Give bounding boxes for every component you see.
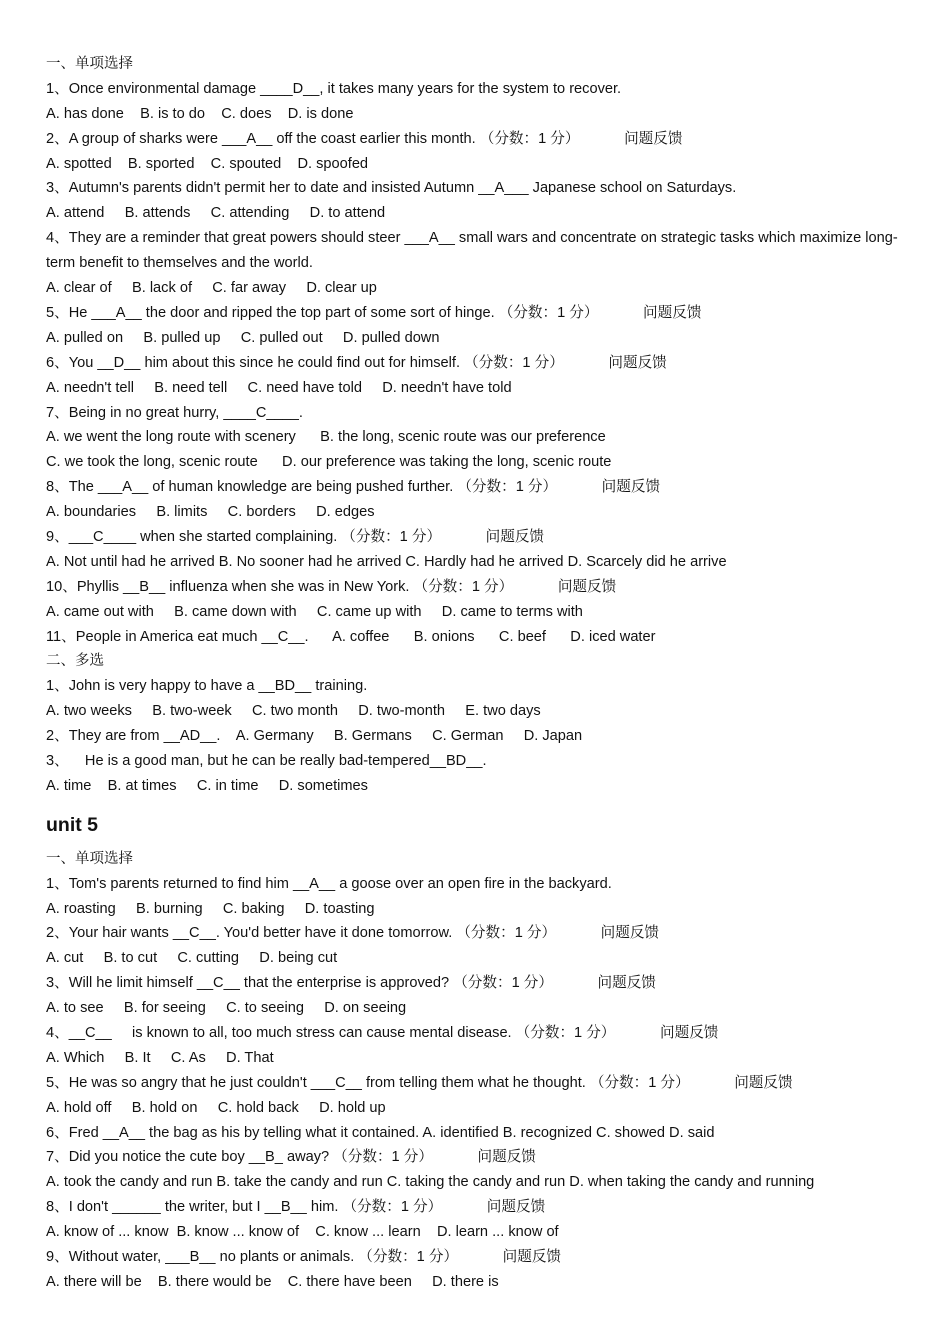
answer-options: A. needn't tell B. need tell C. need have told D. needn't have told — [46, 379, 512, 396]
answer-options: A. boundaries B. limits C. borders D. edges — [46, 504, 375, 521]
question-line: 3、Will he limit himself __C__ that the enterprise is approved? （分数：1 分） 问题反馈 — [46, 975, 656, 992]
question-line: 6、You __D__ him about this since he could find out for himself. （分数：1 分） 问题反馈 — [46, 354, 667, 371]
answer-options: A. two weeks B. two-week C. two month D. two-month E. two days — [46, 703, 541, 720]
section-heading: 一、单项选择 — [46, 56, 133, 72]
question-line: 7、Being in no great hurry, ____C____. — [46, 404, 303, 421]
question-line: 11、People in America eat much __C__. A. coffee B. onions C. beef D. iced water — [46, 628, 656, 645]
answer-options: A. roasting B. burning C. baking D. toasting — [46, 900, 375, 917]
question-line: 3、 He is a good man, but he can be really bad-tempered__BD__. — [46, 752, 487, 769]
question-line: 5、He was so angry that he just couldn't ___C__ from telling them what he thought. （分数：1 分） 问题反馈 — [46, 1074, 793, 1091]
answer-options: A. cut B. to cut C. cutting D. being cut — [46, 950, 338, 967]
part-two — [46, 847, 926, 1295]
answer-options: A. there will be B. there would be C. there have been D. there is — [46, 1273, 499, 1290]
answer-options: A. clear of B. lack of C. far away D. clear up — [46, 280, 377, 297]
question-line: 9、___C____ when she started complaining. （分数：1 分） 问题反馈 — [46, 528, 545, 545]
answer-options: A. to see B. for seeing C. to seeing D. on seeing — [46, 1000, 407, 1017]
answer-options: A. took the candy and run B. take the candy and run C. taking the candy and run D. when taking the candy and running — [46, 1174, 815, 1191]
question-line: 2、A group of sharks were ___A__ off the coast earlier this month. （分数：1 分） 问题反馈 — [46, 130, 683, 147]
answer-options: A. has done B. is to do C. does D. is done — [46, 105, 354, 122]
answer-options: A. know of ... know B. know ... know of C. know ... learn D. learn ... know of — [46, 1224, 559, 1241]
answer-options: A. came out with B. came down with C. came up with D. came to terms with — [46, 603, 583, 620]
question-line: 8、I don't ______ the writer, but I __B__ him. （分数：1 分） 问题反馈 — [46, 1199, 546, 1216]
unit-title: unit 5 — [46, 813, 98, 836]
question-line: 9、Without water, ___B__ no plants or animals. （分数：1 分） 问题反馈 — [46, 1249, 562, 1266]
question-line: 3、Autumn's parents didn't permit her to date and insisted Autumn __A___ Japanese school on Saturdays. — [46, 180, 737, 197]
section-heading: 二、多选 — [46, 653, 104, 670]
question-line: 1、John is very happy to have a __BD__ training. — [46, 678, 368, 695]
question-line: 2、They are from __AD__. A. Germany B. Germans C. German D. Japan — [46, 728, 583, 745]
question-line: 4、__C__ is known to all, too much stress can cause mental disease. （分数：1 分） 问题反馈 — [46, 1025, 719, 1041]
document-page — [46, 52, 926, 1295]
answer-options: A. Which B. It C. As D. That — [46, 1049, 274, 1066]
answer-options: A. attend B. attends C. attending D. to attend — [46, 205, 386, 222]
answer-options: A. time B. at times C. in time D. sometimes — [46, 777, 368, 794]
question-line: 1、Once environmental damage ____D__, it takes many years for the system to recover. — [46, 80, 622, 97]
question-line: 8、The ___A__ of human knowledge are being pushed further. （分数：1 分） 问题反馈 — [46, 479, 661, 496]
answer-options: A. pulled on B. pulled up C. pulled out D. pulled down — [46, 329, 440, 346]
answer-options: A. Not until had he arrived B. No sooner had he arrived C. Hardly had he arrived D. Scarcely did he arrive — [46, 553, 727, 570]
answer-options: A. hold off B. hold on C. hold back D. hold up — [46, 1099, 386, 1116]
answer-options: A. spotted B. sported C. spouted D. spoofed — [46, 155, 369, 172]
answer-options: C. we took the long, scenic route D. our preference was taking the long, scenic route — [46, 454, 612, 471]
question-line: 2、Your hair wants __C__. You'd better have it done tomorrow. （分数：1 分） 问题反馈 — [46, 925, 660, 942]
part-one — [46, 52, 926, 799]
question-line: 4、They are a reminder that great powers should steer ___A__ small wars and concentrate on strategic tasks which maximize long-term benefit to themselves and the world. — [46, 230, 898, 272]
answer-options: A. we went the long route with scenery B. the long, scenic route was our preference — [46, 429, 606, 446]
question-line: 5、He ___A__ the door and ripped the top part of some sort of hinge. （分数：1 分） 问题反馈 — [46, 304, 702, 321]
section-heading: 一、单项选择 — [46, 850, 133, 867]
question-line: 7、Did you notice the cute boy __B_ away? （分数：1 分） 问题反馈 — [46, 1149, 536, 1166]
question-line: 1、Tom's parents returned to find him __A__ a goose over an open fire in the backyard. — [46, 875, 612, 892]
question-line: 6、Fred __A__ the bag as his by telling what it contained. A. identified B. recognized C. showed D. said — [46, 1124, 715, 1141]
question-line: 10、Phyllis __B__ influenza when she was in New York. （分数：1 分） 问题反馈 — [46, 578, 617, 595]
